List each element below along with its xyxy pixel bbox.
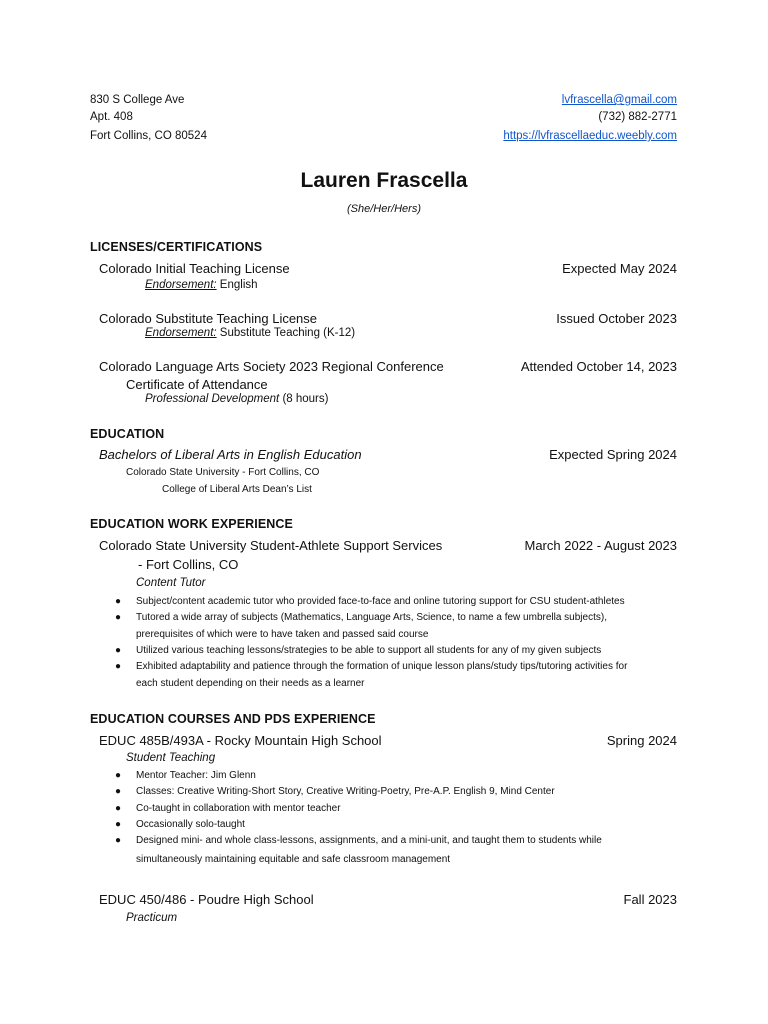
list-item: ● Co-taught in collaboration with mentor teacher bbox=[115, 803, 341, 814]
bullet-icon: ● bbox=[115, 661, 122, 672]
licenses-heading: LICENSES/CERTIFICATIONS bbox=[90, 240, 263, 254]
list-item: ● Utilized various teaching lessons/strategies to be able to support all students for any of my given subjects bbox=[115, 645, 602, 656]
phone-number: (732) 882-2771 bbox=[598, 111, 677, 123]
list-item-cont: prerequisites of which were to have taken and passed said course bbox=[136, 629, 429, 640]
school-name: Colorado State University - Fort Collins, CO bbox=[126, 467, 320, 478]
bullet-icon: ● bbox=[115, 612, 122, 623]
certificate-title-cont: Certificate of Attendance bbox=[126, 377, 268, 392]
bullet-icon: ● bbox=[115, 835, 122, 846]
endorsement-label: Endorsement: bbox=[145, 327, 217, 339]
course-date: Spring 2024 bbox=[606, 733, 677, 748]
resume-name: Lauren Frascella bbox=[300, 169, 468, 192]
degree-title: Bachelors of Liberal Arts in English Education bbox=[99, 447, 362, 462]
email-link[interactable]: lvfrascella@gmail.com bbox=[561, 94, 677, 106]
certificate-detail bbox=[145, 393, 328, 405]
license-endorsement bbox=[145, 279, 258, 291]
list-item: ● Classes: Creative Writing-Short Story, Creative Writing-Poetry, Pre-A.P. English 9, Mind Center bbox=[115, 786, 555, 797]
education-heading: EDUCATION bbox=[90, 427, 165, 441]
bullet-icon: ● bbox=[115, 786, 122, 797]
deans-list: College of Liberal Arts Dean’s List bbox=[162, 484, 312, 495]
license-endorsement bbox=[145, 327, 355, 339]
license-title: Colorado Substitute Teaching License bbox=[99, 311, 318, 326]
pd-label: Professional Development bbox=[145, 393, 280, 405]
bullet-icon: ● bbox=[115, 770, 122, 781]
pd-value: (8 hours) bbox=[279, 393, 329, 405]
endorsement-label: Endorsement: bbox=[145, 279, 217, 291]
website-link[interactable]: https://lvfrascellaeduc.weebly.com bbox=[503, 130, 677, 142]
license-date: Issued October 2023 bbox=[556, 311, 677, 326]
list-item: ● Occasionally solo-taught bbox=[115, 819, 245, 830]
course-title: EDUC 450/486 - Poudre High School bbox=[99, 892, 314, 907]
license-date: Expected May 2024 bbox=[562, 261, 677, 276]
list-item-cont: each student depending on their needs as a learner bbox=[136, 678, 365, 689]
bullet-icon: ● bbox=[115, 819, 122, 830]
address-line-1: 830 S College Ave bbox=[90, 94, 185, 106]
course-title: EDUC 485B/493A - Rocky Mountain High School bbox=[99, 733, 382, 748]
work-org-cont: - Fort Collins, CO bbox=[138, 557, 239, 572]
course-date: Fall 2023 bbox=[623, 892, 677, 907]
bullet-icon: ● bbox=[115, 803, 122, 814]
degree-date: Expected Spring 2024 bbox=[549, 447, 677, 462]
work-date: March 2022 - August 2023 bbox=[524, 538, 677, 553]
endorsement-value: English bbox=[216, 279, 258, 291]
course-role: Student Teaching bbox=[126, 752, 216, 764]
courses-heading: EDUCATION COURSES AND PDS EXPERIENCE bbox=[90, 712, 376, 726]
list-item: ● Exhibited adaptability and patience through the formation of unique lesson plans/study tips/tutoring activities for bbox=[115, 661, 628, 672]
address-line-3: Fort Collins, CO 80524 bbox=[90, 130, 207, 142]
bullet-icon: ● bbox=[115, 645, 122, 656]
list-item: ● Mentor Teacher: Jim Glenn bbox=[115, 770, 256, 781]
list-item: ● Designed mini- and whole class-lessons, assignments, and a mini-unit, and taught them to students while bbox=[115, 835, 602, 846]
list-item-cont: simultaneously maintaining equitable and safe classroom management bbox=[136, 854, 451, 865]
list-item: ● Tutored a wide array of subjects (Mathematics, Language Arts, Science, to name a few umbrella subjects), bbox=[115, 612, 607, 623]
license-title: Colorado Initial Teaching License bbox=[99, 261, 290, 276]
bullet-icon: ● bbox=[115, 596, 122, 607]
list-item: ● Subject/content academic tutor who provided face-to-face and online tutoring support for CSU student-athletes bbox=[115, 596, 625, 607]
certificate-title: Colorado Language Arts Society 2023 Regional Conference bbox=[99, 359, 444, 374]
work-role: Content Tutor bbox=[136, 577, 206, 589]
certificate-date: Attended October 14, 2023 bbox=[520, 359, 677, 374]
work-heading: EDUCATION WORK EXPERIENCE bbox=[90, 517, 293, 531]
endorsement-value: Substitute Teaching (K-12) bbox=[216, 327, 356, 339]
address-line-2: Apt. 408 bbox=[90, 111, 133, 123]
course-role: Practicum bbox=[126, 912, 178, 924]
work-org: Colorado State University Student-Athlete Support Services bbox=[99, 538, 443, 553]
pronouns: (She/Her/Hers) bbox=[347, 203, 421, 215]
